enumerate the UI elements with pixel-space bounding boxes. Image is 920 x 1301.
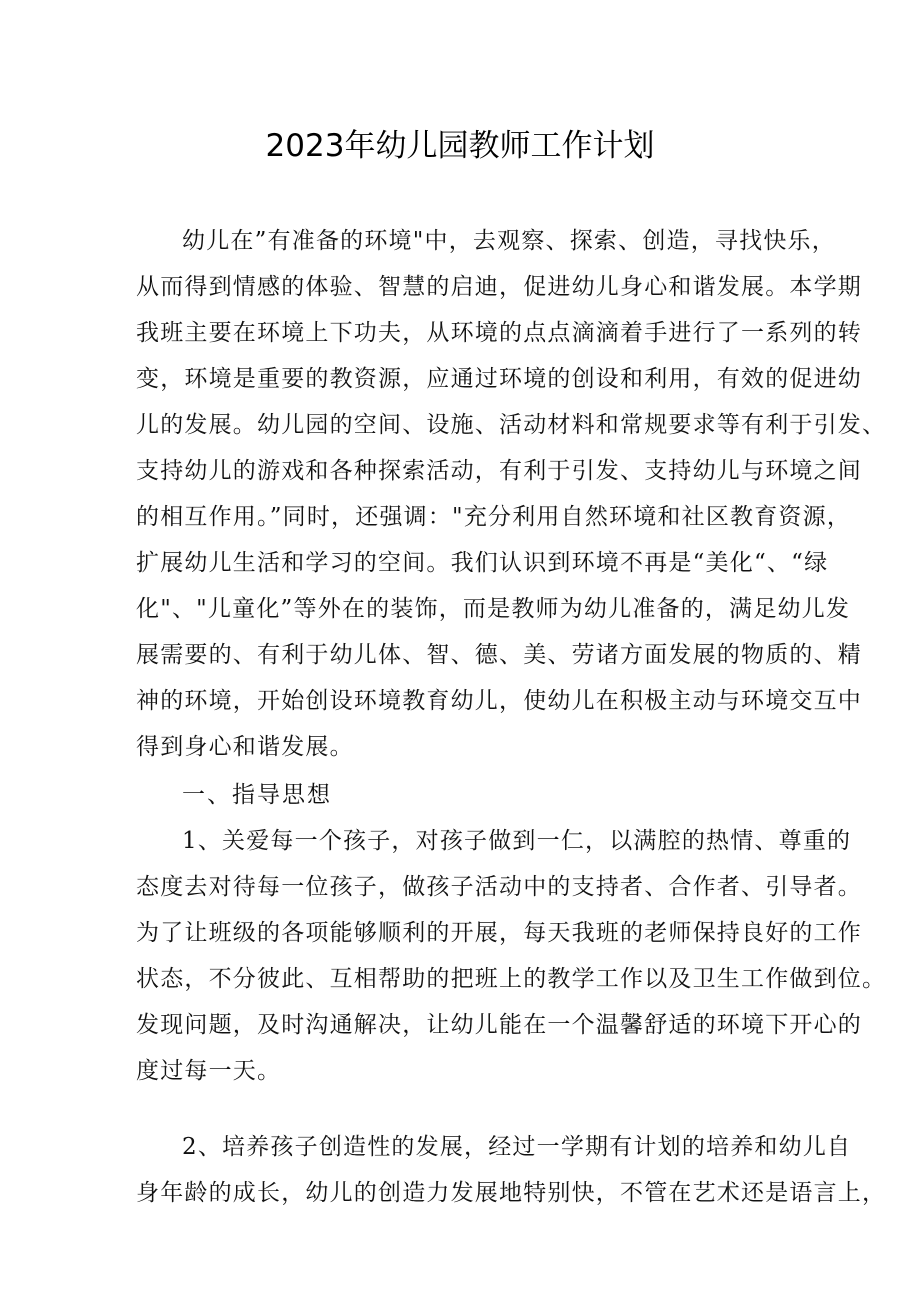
paragraph-line: 从而得到情感的体验、智慧的启迪，促进幼儿身心和谐发展。本学期 [136, 274, 862, 300]
paragraph-line: 神的环境，开始创设环境教育幼儿，使幼儿在积极主动与环境交互中 [136, 688, 862, 714]
paragraph-line: 化"、"儿童化”等外在的装饰，而是教师为幼儿准备的，满足幼儿发 [136, 596, 851, 622]
paragraph-line: 身年龄的成长，幼儿的创造力发展地特别快，不管在艺术还是语言上， [136, 1180, 887, 1206]
paragraph-line: 得到身心和谐发展。 [136, 734, 354, 760]
paragraph-line: 1、关爱每一个孩子，对孩子做到一仁，以满腔的热情、尊重的 [182, 828, 852, 854]
paragraph-line: 扩展幼儿生活和学习的空间。我们认识到环境不再是“美化“、“绿 [136, 550, 829, 576]
section-heading: 一、指导思想 [182, 782, 332, 808]
paragraph-line: 我班主要在环境上下功夫，从环境的点点滴滴着手进行了一系列的转 [136, 320, 862, 346]
page-title: 2023年幼儿园教师工作计划 [265, 128, 655, 164]
paragraph-line: 度过每一天。 [136, 1058, 282, 1084]
paragraph-line: 展需要的、有利于幼儿体、智、德、美、劳诸方面发展的物质的、精 [136, 642, 862, 668]
paragraph-line: 儿的发展。幼儿园的空间、设施、活动材料和常规要求等有利于引发、 [136, 412, 887, 438]
paragraph-line: 幼儿在”有准备的环境"中，去观察、探索、创造，寻找快乐， [182, 228, 836, 254]
paragraph-line: 2、培养孩子创造性的发展，经过一学期有计划的培养和幼儿自 [182, 1134, 852, 1160]
paragraph-line: 为了让班级的各项能够顺利的开展，每天我班的老师保持良好的工作 [136, 920, 862, 946]
paragraph-line: 态度去对待每一位孩子，做孩子活动中的支持者、合作者、引导者。 [136, 874, 862, 900]
paragraph-line: 变，环境是重要的教资源，应通过环境的创设和利用，有效的促进幼 [136, 366, 862, 392]
paragraph-line: 发现问题，及时沟通解决，让幼儿能在一个温馨舒适的环境下开心的 [136, 1012, 862, 1038]
paragraph-line: 支持幼儿的游戏和各种探索活动，有利于引发、支持幼儿与环境之间 [136, 458, 862, 484]
paragraph-line: 的相互作用。”同时，还强调："充分利用自然环境和社区教育资源， [136, 504, 852, 530]
paragraph-line: 状态，不分彼此、互相帮助的把班上的教学工作以及卫生工作做到位。 [136, 966, 887, 992]
